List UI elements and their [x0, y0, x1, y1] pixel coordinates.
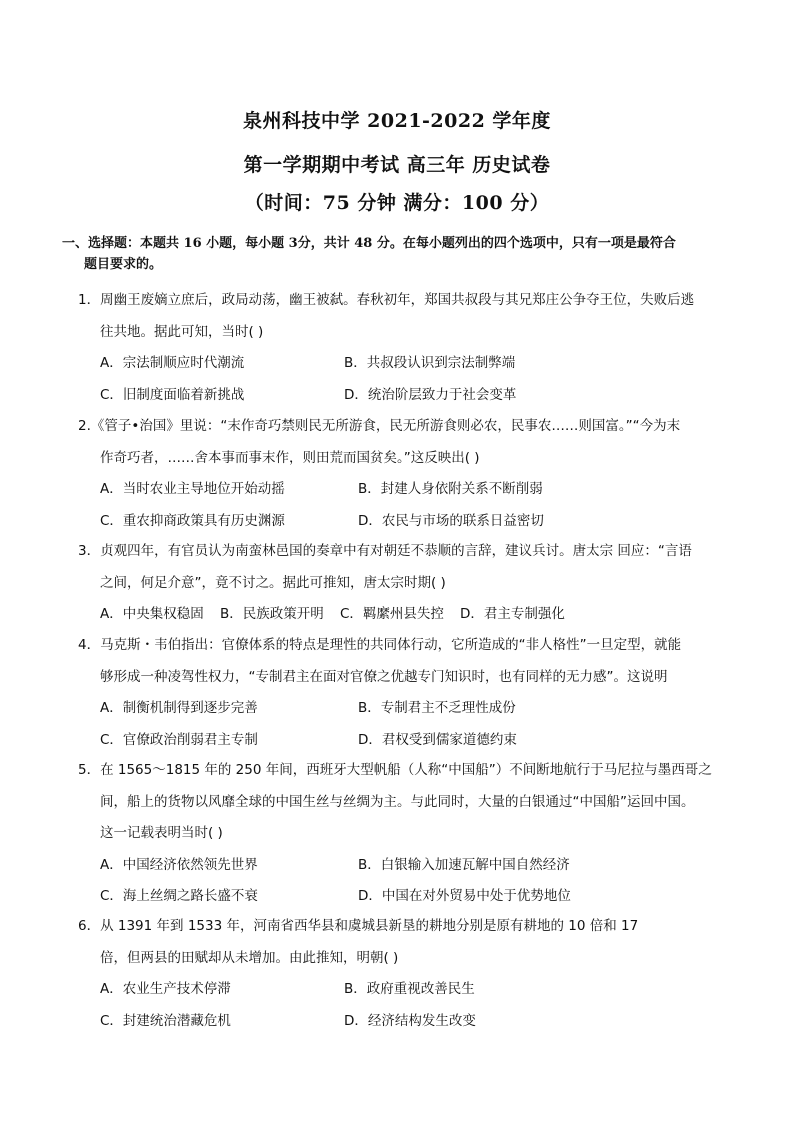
- question-1-stem-line2: 往共地。据此可知，当时( ): [100, 324, 264, 340]
- question-4-stem-line1: 4．马克斯・韦伯指出：官僚体系的特点是理性的共同体行动，它所造成的“非人格性”一旦定型，就能: [78, 637, 682, 653]
- question-5-option-b: B．白银输入加速瓦解中国自然经济: [358, 857, 570, 873]
- section-instructions-line1: 一、选择题：本题共 16 小题，每小题 3分，共计 48 分。在每小题列出的四个选项中，只有一项是最符合: [62, 236, 676, 251]
- question-3-option-b: B．民族政策开明: [220, 606, 324, 622]
- question-4-option-c: C．官僚政治削弱君主专制: [100, 732, 258, 748]
- question-5-option-c: C．海上丝绸之路长盛不衰: [100, 888, 258, 904]
- question-1-option-d: D．统治阶层致力于社会变革: [344, 387, 517, 403]
- question-4-option-a: A．制衡机制得到逐步完善: [100, 700, 258, 716]
- question-3-stem-line2: 之间，何足介意”，竟不讨之。据此可推知，唐太宗时期( ): [100, 575, 446, 591]
- exam-school-title: 泉州科技中学 2021-2022 学年度: [243, 110, 551, 132]
- question-5-option-a: A．中国经济依然领先世界: [100, 857, 258, 873]
- question-6-option-d: D．经济结构发生改变: [344, 1013, 476, 1029]
- section-instructions: [62, 233, 732, 275]
- question-4-stem-line2: 够形成一种凌驾性权力，“专制君主在面对官僚之优越专门知识时，也有同样的无力感”。这说明: [100, 669, 668, 685]
- question-3-option-d: D．君主专制强化: [460, 606, 565, 622]
- question-3-option-a: A．中央集权稳固: [100, 606, 204, 622]
- question-5-stem-line2: 间，船上的货物以风靡全球的中国生丝与丝绸为主。与此同时，大量的白银通过“中国船”运回中国。: [100, 794, 695, 810]
- question-6-option-a: A．农业生产技术停滞: [100, 981, 231, 997]
- question-2-option-b: B．封建人身依附关系不断削弱: [358, 481, 543, 497]
- question-2-option-d: D．农民与市场的联系日益密切: [358, 513, 544, 529]
- exam-time-score: （时间：75 分钟 满分：100 分）: [244, 192, 550, 214]
- question-1-stem-line1: 1．周幽王废嫡立庶后，政局动荡，幽王被弑。春秋初年，郑国共叔段与其兄郑庄公争夺王位，失败后逃: [78, 292, 695, 308]
- question-4-option-d: D．君权受到儒家道德约束: [358, 732, 517, 748]
- question-5-option-d: D．中国在对外贸易中处于优势地位: [358, 888, 571, 904]
- question-5-stem-line1: 5．在 1565～1815 年的 250 年间，西班牙大型帆船（人称“中国船”）不间断地航行于马尼拉与墨西哥之: [78, 762, 712, 778]
- question-3-option-c: C．羁縻州县失控: [340, 606, 444, 622]
- question-1-option-a: A．宗法制顺应时代潮流: [100, 355, 245, 371]
- exam-subject-title: 第一学期期中考试 高三年 历史试卷: [243, 154, 551, 176]
- section-instructions-line2: 题目要求的。: [84, 257, 163, 272]
- question-2-stem-line1: 2.《管子•治国》里说：“末作奇巧禁则民无所游食，民无所游食则必农，民事农……则国富。”“今为末: [78, 418, 681, 434]
- question-6-option-b: B．政府重视改善民生: [344, 981, 475, 997]
- question-6-stem-line2: 倍，但两县的田赋却从未增加。由此推知，明朝( ): [100, 950, 399, 966]
- question-2-option-c: C．重农抑商政策具有历史渊源: [100, 513, 285, 529]
- question-5-stem-line3: 这一记载表明当时( ): [100, 825, 223, 841]
- question-1-option-b: B．共叔段认识到宗法制弊端: [344, 355, 516, 371]
- question-6-option-c: C．封建统治潜藏危机: [100, 1013, 231, 1029]
- question-2-stem-line2: 作奇巧者，……舍本事而事末作，则田荒而国贫矣。”这反映出( ): [100, 450, 480, 466]
- question-1-option-c: C．旧制度面临着新挑战: [100, 387, 245, 403]
- question-2-option-a: A．当时农业主导地位开始动摇: [100, 481, 285, 497]
- question-4-option-b: B．专制君主不乏理性成份: [358, 700, 516, 716]
- question-6-stem-line1: 6．从 1391 年到 1533 年，河南省西华县和虞城县新垦的耕地分别是原有耕地的 10 倍和 17: [78, 918, 639, 934]
- question-3-stem-line1: 3．贞观四年，有官员认为南蛮林邑国的奏章中有对朝廷不恭顺的言辞，建议兵讨。唐太宗 回应：“言语: [78, 543, 692, 559]
